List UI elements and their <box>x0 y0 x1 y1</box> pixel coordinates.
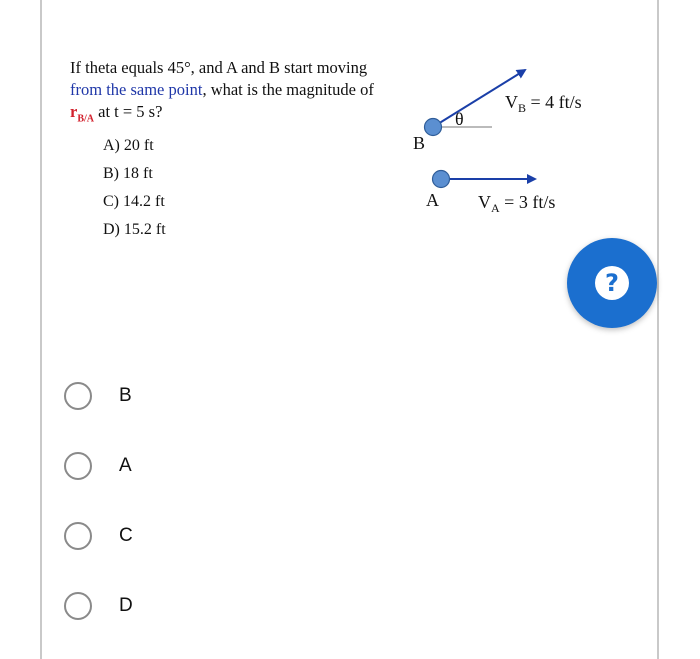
option-label: D <box>119 595 133 616</box>
point-b-dot <box>425 119 442 136</box>
option-label: A <box>119 455 132 476</box>
right-border <box>657 0 659 659</box>
option-b[interactable] <box>64 378 133 414</box>
point-b-label: B <box>413 133 426 153</box>
radio-button[interactable] <box>64 592 92 620</box>
question-part-2: , what is the magnitude of <box>202 80 374 99</box>
option-d[interactable] <box>64 588 133 624</box>
answer-options <box>64 378 133 658</box>
point-a-label: A <box>426 190 439 210</box>
question-part-1: If theta equals 45°, and A and B start moving <box>70 58 368 77</box>
radio-button[interactable] <box>64 382 92 410</box>
help-button[interactable] <box>567 238 657 328</box>
radio-button[interactable] <box>64 522 92 550</box>
question-part-3: at t = 5 s? <box>94 102 163 121</box>
velocity-a-label: $V_A = 3$ ft/s <box>478 192 556 215</box>
velocity-b-label: $V_B = 4$ ft/s <box>505 92 582 115</box>
choice-b: B) 18 ft <box>103 165 153 183</box>
option-c[interactable] <box>64 518 133 554</box>
option-label: C <box>119 525 133 546</box>
question-text <box>70 57 380 244</box>
option-label: B <box>119 385 132 406</box>
velocity-diagram <box>400 55 620 225</box>
option-a[interactable] <box>64 448 133 484</box>
choice-c: C) 14.2 ft <box>103 193 165 211</box>
left-border <box>40 0 42 659</box>
radio-button[interactable] <box>64 452 92 480</box>
question-highlight: from the same point <box>70 80 203 99</box>
theta-label: θ <box>455 109 464 129</box>
position-vector: $r_{B/A}$ <box>70 102 94 125</box>
choice-a: A) 20 ft <box>103 137 154 155</box>
question-mark-icon: ? <box>595 266 629 300</box>
answer-choices-list <box>70 132 380 244</box>
point-a-dot <box>433 171 450 188</box>
choice-d: D) 15.2 ft <box>103 221 166 239</box>
